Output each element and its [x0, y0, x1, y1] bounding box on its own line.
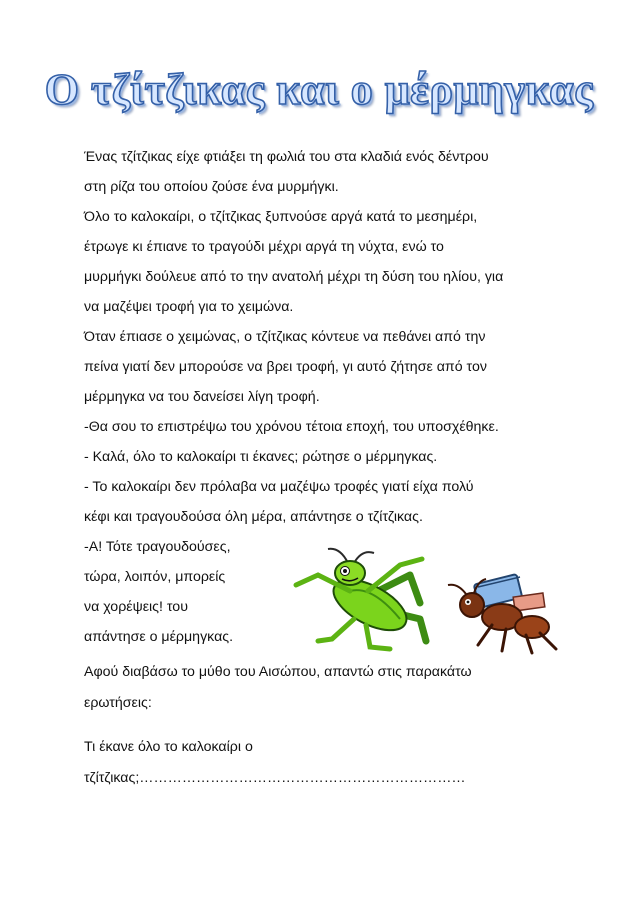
question-answer-line: τζίτζικας;……………………………………………………………	[84, 770, 466, 786]
dialogue-line: κέφι και τραγουδούσα όλη μέρα, απάντησε ο τζίτζικας.	[84, 509, 423, 525]
dialogue-line: - Καλά, όλο το καλοκαίρι τι έκανες; ρώτησε ο μέρμηγκας.	[84, 449, 438, 465]
dialogue-line: -Α! Τότε τραγουδούσες,	[84, 539, 231, 555]
dialogue-line: - Το καλοκαίρι δεν πρόλαβα να μαζέψω τροφές γιατί είχα πολύ	[84, 479, 474, 495]
story-line: μυρμήγκι δούλευε από το την ανατολή μέχρι τη δύση του ηλίου, για	[84, 269, 504, 285]
dialogue-line: -Θα σου το επιστρέψω του χρόνου τέτοια εποχή, του υποσχέθηκε.	[84, 419, 499, 435]
grasshopper-icon	[296, 549, 426, 649]
story-line: Όλο το καλοκαίρι, ο τζίτζικας ξυπνούσε αργά κατά το μεσημέρι,	[84, 209, 478, 225]
story-line: Όταν έπιασε ο χειμώνας, ο τζίτζικας κόντευε να πεθάνει από την	[84, 329, 486, 345]
ant-icon	[448, 574, 556, 653]
story-line: πείνα γιατί δεν μπορούσε να βρει τροφή, γι αυτό ζήτησε από τον	[84, 359, 487, 375]
dialogue-line: να χορέψεις! του	[84, 599, 188, 615]
story-line: Ένας τζίτζικας είχε φτιάξει τη φωλιά του στα κλαδιά ενός δέντρου	[84, 149, 489, 165]
story-line: να μαζέψει τροφή για το χειμώνα.	[84, 299, 294, 315]
page-title: Ο τζίτζικας και ο μέρμηγκας	[44, 65, 594, 114]
instruction-line: Αφού διαβάσω το μύθο του Αισώπου, απαντώ στις παρακάτω	[84, 664, 472, 680]
dialogue-line: τώρα, λοιπόν, μπορείς	[84, 569, 226, 585]
story-line: μέρμηγκα να του δανείσει λίγη τροφή.	[84, 389, 320, 405]
question-line: Τι έκανε όλο το καλοκαίρι ο	[84, 739, 253, 755]
story-line: έτρωγε κι έπιανε το τραγούδι μέχρι αργά τη νύχτα, ενώ το	[84, 239, 444, 255]
instruction-line: ερωτήσεις:	[84, 695, 152, 711]
title-container	[0, 64, 638, 115]
dialogue-line: απάντησε ο μέρμηγκας.	[84, 629, 234, 645]
grasshopper-and-ant-illustration	[270, 545, 570, 655]
story-line: στη ρίζα του οποίου ζούσε ένα μυρμήγκι.	[84, 179, 339, 195]
